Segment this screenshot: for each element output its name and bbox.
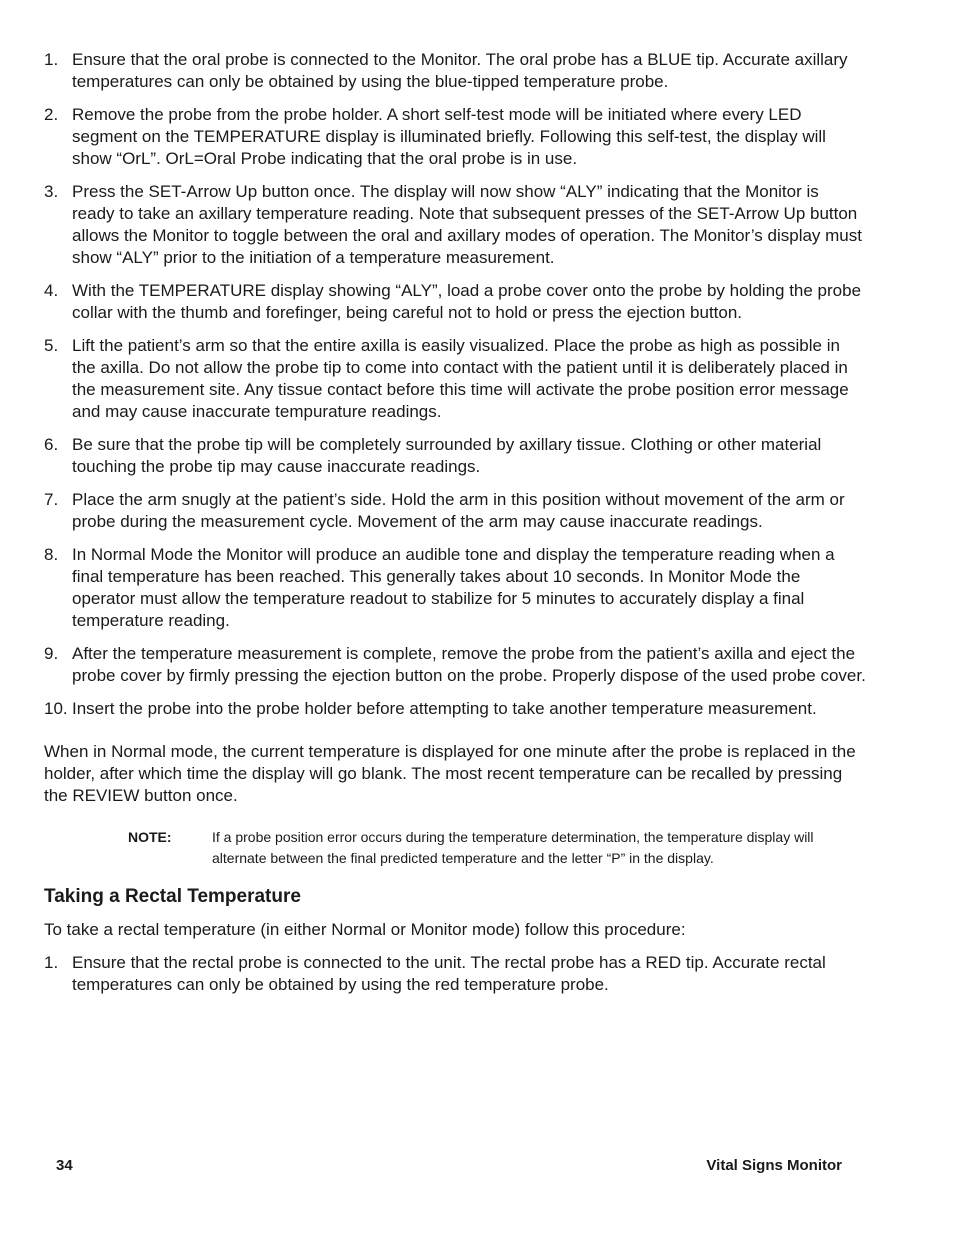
normal-mode-paragraph: When in Normal mode, the current temperature is displayed for one minute after the probe is replaced in the holder, after which time the display will go blank. The most recent temperature can be recalled by pressing the REVIEW button once.: [44, 742, 856, 805]
note-text: If a probe position error occurs during the temperature determination, the temperature display will alternate between the final predicted temperature and the letter “P” in the display.: [212, 829, 814, 866]
list-item: [44, 489, 866, 533]
step-number: 6.: [44, 435, 59, 454]
step-text: Lift the patient’s arm so that the entire axilla is easily visualized. Place the probe as high as possible in the axilla. Do not allow the probe tip to come into contact with the patient until it is deliberately placed in the measurement site. Any tissue contact before this time will activate the probe position error message and may cause inaccurate tempurature readings.: [72, 336, 849, 421]
list-item: [44, 280, 866, 324]
section-intro: To take a rectal temperature (in either Normal or Monitor mode) follow this procedure:: [44, 920, 686, 939]
step-number: 2.: [44, 105, 59, 124]
step-text: Be sure that the probe tip will be completely surrounded by axillary tissue. Clothing or other material touching the probe tip may cause inaccurate readings.: [72, 435, 822, 476]
step-text: Ensure that the oral probe is connected to the Monitor. The oral probe has a BLUE tip. Accurate axillary temperatures can only be obtained by using the blue-tipped temperature probe.: [72, 50, 848, 91]
page-number: 34: [56, 1157, 73, 1174]
step-text: Ensure that the rectal probe is connected to the unit. The rectal probe has a RED tip. Accurate rectal temperatures can only be obtained by using the red temperature probe.: [72, 953, 826, 994]
step-number: 10.: [44, 699, 68, 718]
list-item: [44, 544, 866, 632]
list-item: [44, 104, 866, 170]
section-heading: Taking a Rectal Temperature: [44, 886, 301, 907]
step-number: 1.: [44, 50, 59, 69]
step-number: 4.: [44, 281, 59, 300]
page-content: [44, 49, 866, 1007]
step-number: 9.: [44, 644, 59, 663]
rectal-steps-list: [44, 952, 866, 996]
step-number: 8.: [44, 545, 59, 564]
step-number: 7.: [44, 490, 59, 509]
step-text: Remove the probe from the probe holder. A short self-test mode will be initiated where every LED segment on the TEMPERATURE display is illuminated briefly. Following this self-test, the display will show “OrL”. OrL=Oral Probe indicating that the oral probe is in use.: [72, 105, 826, 168]
note-label: NOTE:: [128, 829, 172, 845]
step-text: After the temperature measurement is complete, remove the probe from the patient’s axilla and eject the probe cover by firmly pressing the ejection button on the probe. Properly dispose of the used probe cover.: [72, 644, 866, 685]
axillary-steps-list: [44, 49, 866, 720]
list-item: [44, 434, 866, 478]
list-item: [44, 181, 866, 269]
step-text: Insert the probe into the probe holder before attempting to take another temperature measurement.: [72, 699, 817, 718]
step-number: 5.: [44, 336, 59, 355]
list-item: [44, 49, 866, 93]
step-text: Place the arm snugly at the patient’s side. Hold the arm in this position without movement of the arm or probe during the measurement cycle. Movement of the arm may cause inaccurate readings.: [72, 490, 845, 531]
list-item: [44, 335, 866, 423]
step-text: In Normal Mode the Monitor will produce an audible tone and display the temperature reading when a final temperature has been reached. This generally takes about 10 seconds. In Monitor Mode the operator must allow the temperature readout to stabilize for 5 minutes to accurately display a final temperature reading.: [72, 545, 835, 630]
list-item: [44, 698, 866, 720]
step-number: 3.: [44, 182, 59, 201]
list-item: [44, 952, 866, 996]
step-text: With the TEMPERATURE display showing “ALY”, load a probe cover onto the probe by holding the probe collar with the thumb and forefinger, being careful not to hold or press the ejection button.: [72, 281, 862, 322]
step-number: 1.: [44, 953, 59, 972]
note-block: [128, 827, 866, 868]
list-item: [44, 643, 866, 687]
step-text: Press the SET-Arrow Up button once. The display will now show “ALY” indicating that the Monitor is ready to take an axillary temperature reading. Note that subsequent presses of the SET-Arrow Up button allows the Monitor to toggle between the oral and axillary modes of operation. The Monitor’s display must show “ALY” prior to the initiation of a temperature measurement.: [72, 182, 862, 267]
document-title: Vital Signs Monitor: [706, 1157, 842, 1174]
